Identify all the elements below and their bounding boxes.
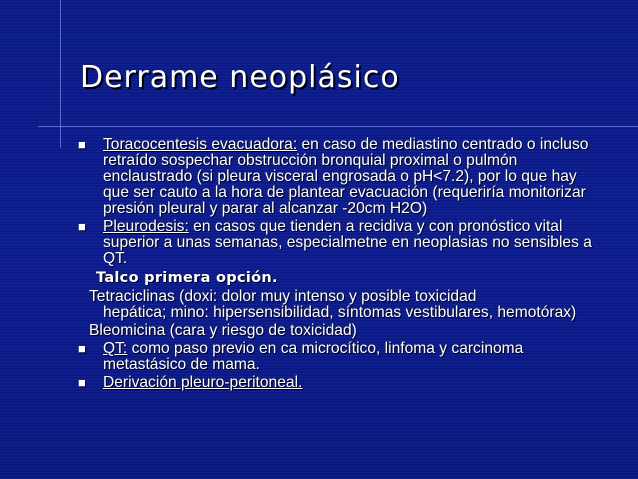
bleomicina-text: Bleomicina (cara y riesgo de toxicidad) (89, 322, 357, 339)
tetraciclinas-text (0, 289, 638, 321)
square-bullet-icon: ■ (78, 219, 86, 234)
bullet-item-derivacion (0, 375, 638, 391)
bullet-item-toracocentesis (0, 137, 638, 217)
qt-link[interactable]: QT: (103, 340, 128, 357)
tetraciclinas-line: Tetraciclinas (doxi: dolor muy intenso y posible toxicidad (89, 288, 477, 305)
slide-content (0, 137, 638, 393)
toracocentesis-text: en caso de mediastino centrado o incluso retraído sospechar obstrucción bronquial proximal o pulmón enclaustrado (si pleura visceral engrosada o pH<7.2), por lo que hay que ser cauto a la hora de plantear evacuación (requeriría monitorizar presión pleural y parar al alcanzar -20cm H2O) (103, 136, 589, 217)
talco-heading: Talco primera opción. (96, 270, 278, 286)
derivacion-link[interactable]: Derivación pleuro-peritoneal. (103, 374, 303, 391)
qt-text: como paso previo en ca microcítico, linfoma y carcinoma metastásico de mama. (103, 340, 524, 373)
pleurodesis-text: en casos que tienden a recidiva y con pronóstico vital superior a unas semanas, especialmetne en neoplasias no sensibles a QT. (103, 218, 592, 267)
decorative-horizontal-line (38, 126, 638, 127)
bullet-item-pleurodesis (0, 219, 638, 267)
slide-title: Derrame neoplásico (80, 60, 400, 95)
square-bullet-icon: ■ (78, 137, 86, 152)
toracocentesis-link[interactable]: Toracocentesis evacuadora: (103, 136, 298, 153)
square-bullet-icon: ■ (78, 375, 86, 390)
pleurodesis-link[interactable]: Pleurodesis: (103, 218, 189, 235)
bullet-item-qt (0, 341, 638, 373)
tetraciclinas-continuation: hepática; mino: hipersensibilidad, síntomas vestibulares, hemotórax) (103, 304, 577, 321)
square-bullet-icon: ■ (78, 341, 86, 356)
